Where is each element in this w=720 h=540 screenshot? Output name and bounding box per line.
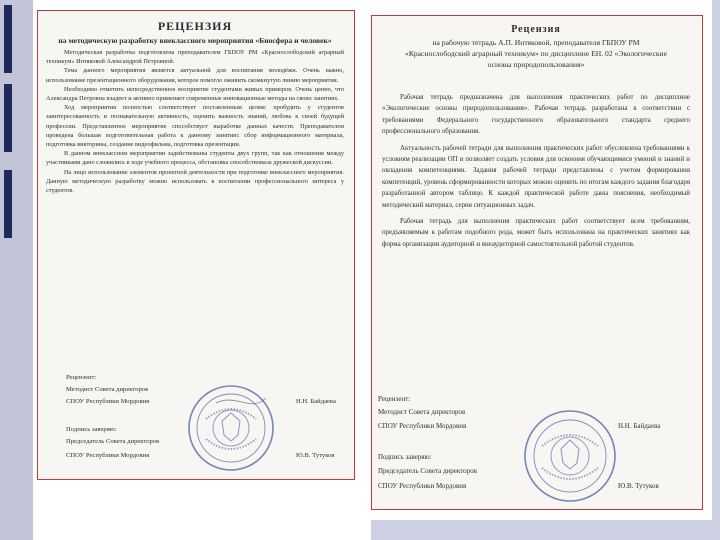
document-body: [382, 92, 690, 250]
document-subtitle: на методическую разработку внеклассного мероприятия «Биосфера и человек»: [58, 36, 332, 45]
sidebar-accent-bar: [4, 5, 12, 73]
reviewer-name: Н.Н. Байдаева: [618, 422, 661, 430]
chair-organization: СПОУ Республики Мордовия: [378, 482, 467, 490]
paragraph: Актуальность рабочей тетради для выполнения практических работ обусловлена требованиями к условиям реализации ОП и позволяет создать условия для освоения обучающимися умений и знаний и овладения компетенциями. Задания рабочей тетради представлены с учетом формирования компетенций, уровень сформированности которых можно оценить по итогам каждого задания благодаря разработанной автором таблице. К каждой практической работе даны пояснения, необходимый методический материал, серия ситуационных задач.: [382, 144, 690, 209]
paragraph: Методическая разработка подготовлена преподавателем ГБПОУ РМ «Краснослободский аграрный техникум» Интяковой Александрой Петровной.: [46, 49, 344, 66]
document-subtitle: [382, 37, 690, 70]
subtitle-line: на рабочую тетрадь А.П. Интяковой, преподавателя ГБПОУ РМ: [432, 38, 640, 47]
certify-label: Подпись заверяю:: [66, 426, 117, 433]
slide-sidebar: [0, 0, 33, 540]
document-title: РЕЦЕНЗИЯ: [157, 19, 233, 33]
paragraph: Ход мероприятия полностью соответствует поставленным целям: пробудить у студентов заинтересованность и познавательную активность, оценить важность знаний, любовь к своей будущей профессии. Представленное мероприятие способствует выработке данных качеств. Преподавателем проведена большая подготовительная работа к данному занятию: сбор информационного материала, подготовка викторины, создание видеофильма, подготовка презентации.: [46, 104, 344, 149]
paragraph: В данном внеклассном мероприятии задействованы студенты двух групп, так как отношения между участниками дано сложились в ходе учебного процесса, обстановка способствовала дружеской дискуссии.: [46, 150, 344, 167]
reviewer-position: Методист Совета директоров: [66, 386, 149, 393]
chair-position: Председатель Совета директоров: [66, 438, 160, 445]
chair-organization: СПОУ Республики Мордовия: [66, 452, 150, 459]
sidebar-accent-bar: [4, 170, 12, 238]
document-title: Рецензия: [511, 24, 561, 35]
reviewer-position: Методист Совета директоров: [378, 408, 466, 416]
chair-name: Ю.В. Тутуков: [618, 482, 659, 490]
sidebar-accent-bar: [4, 84, 12, 152]
official-seal-stamp: [522, 408, 618, 504]
reviewer-organization: СПОУ Республики Мордовия: [66, 398, 150, 405]
chair-position: Председатель Совета директоров: [378, 467, 477, 475]
reviewer-organization: СПОУ Республики Мордовия: [378, 422, 467, 430]
chair-name: Ю.В. Тутуков: [296, 452, 335, 459]
paragraph: На лицо использование элементов проектной деятельности при подготовке внеклассного мероприятия. Данную методическую разработку можно использовать в воспитании профессионального интереса у студентов.: [46, 168, 344, 195]
paragraph: Необходимо отметить непосредственное восприятие студентами живых примеров. Очень ценно, что Александра Петровна владеет и активно применяет современные инновационные методы на своих занятиях.: [46, 85, 344, 103]
reviewer-label: Рецензент:: [66, 374, 97, 381]
reviewer-label: Рецензент:: [378, 395, 411, 403]
review-document-right: [371, 15, 703, 510]
document-body: [46, 48, 344, 195]
paragraph: Рабочая тетрадь для выполнения практических работ соответствует всем требованиям, предъявляемым к работам подобного рода, может быть использована на практических занятиях как форма организации аудиторной и внеаудиторной самостоятельной работой студентов.: [382, 218, 690, 248]
reviewer-name: Н.Н. Байдаева: [296, 398, 336, 405]
official-seal-stamp: [186, 383, 276, 473]
subtitle-line: основы природопользования»: [487, 60, 585, 69]
review-document-left: [37, 10, 355, 480]
subtitle-line: «Краснослободский аграрный техникум» по дисциплине ЕН. 02 «Экологические: [405, 49, 667, 58]
paragraph: Тема данного мероприятия является актуальной для воспитания молодёжи. Очень важно, использование презентационного оборудования, которое помогло оживить скомкнутую линию мероприятия.: [46, 67, 344, 84]
paragraph: Рабочая тетрадь предназначена для выполнения практических работ по дисциплине «Экологические основы природопользования». Рабочая тетрадь разработана в соответствии с требованиями Федерального государственного образовательного стандарта среднего профессионального образования.: [382, 94, 690, 136]
certify-label: Подпись заверяю:: [378, 453, 432, 461]
